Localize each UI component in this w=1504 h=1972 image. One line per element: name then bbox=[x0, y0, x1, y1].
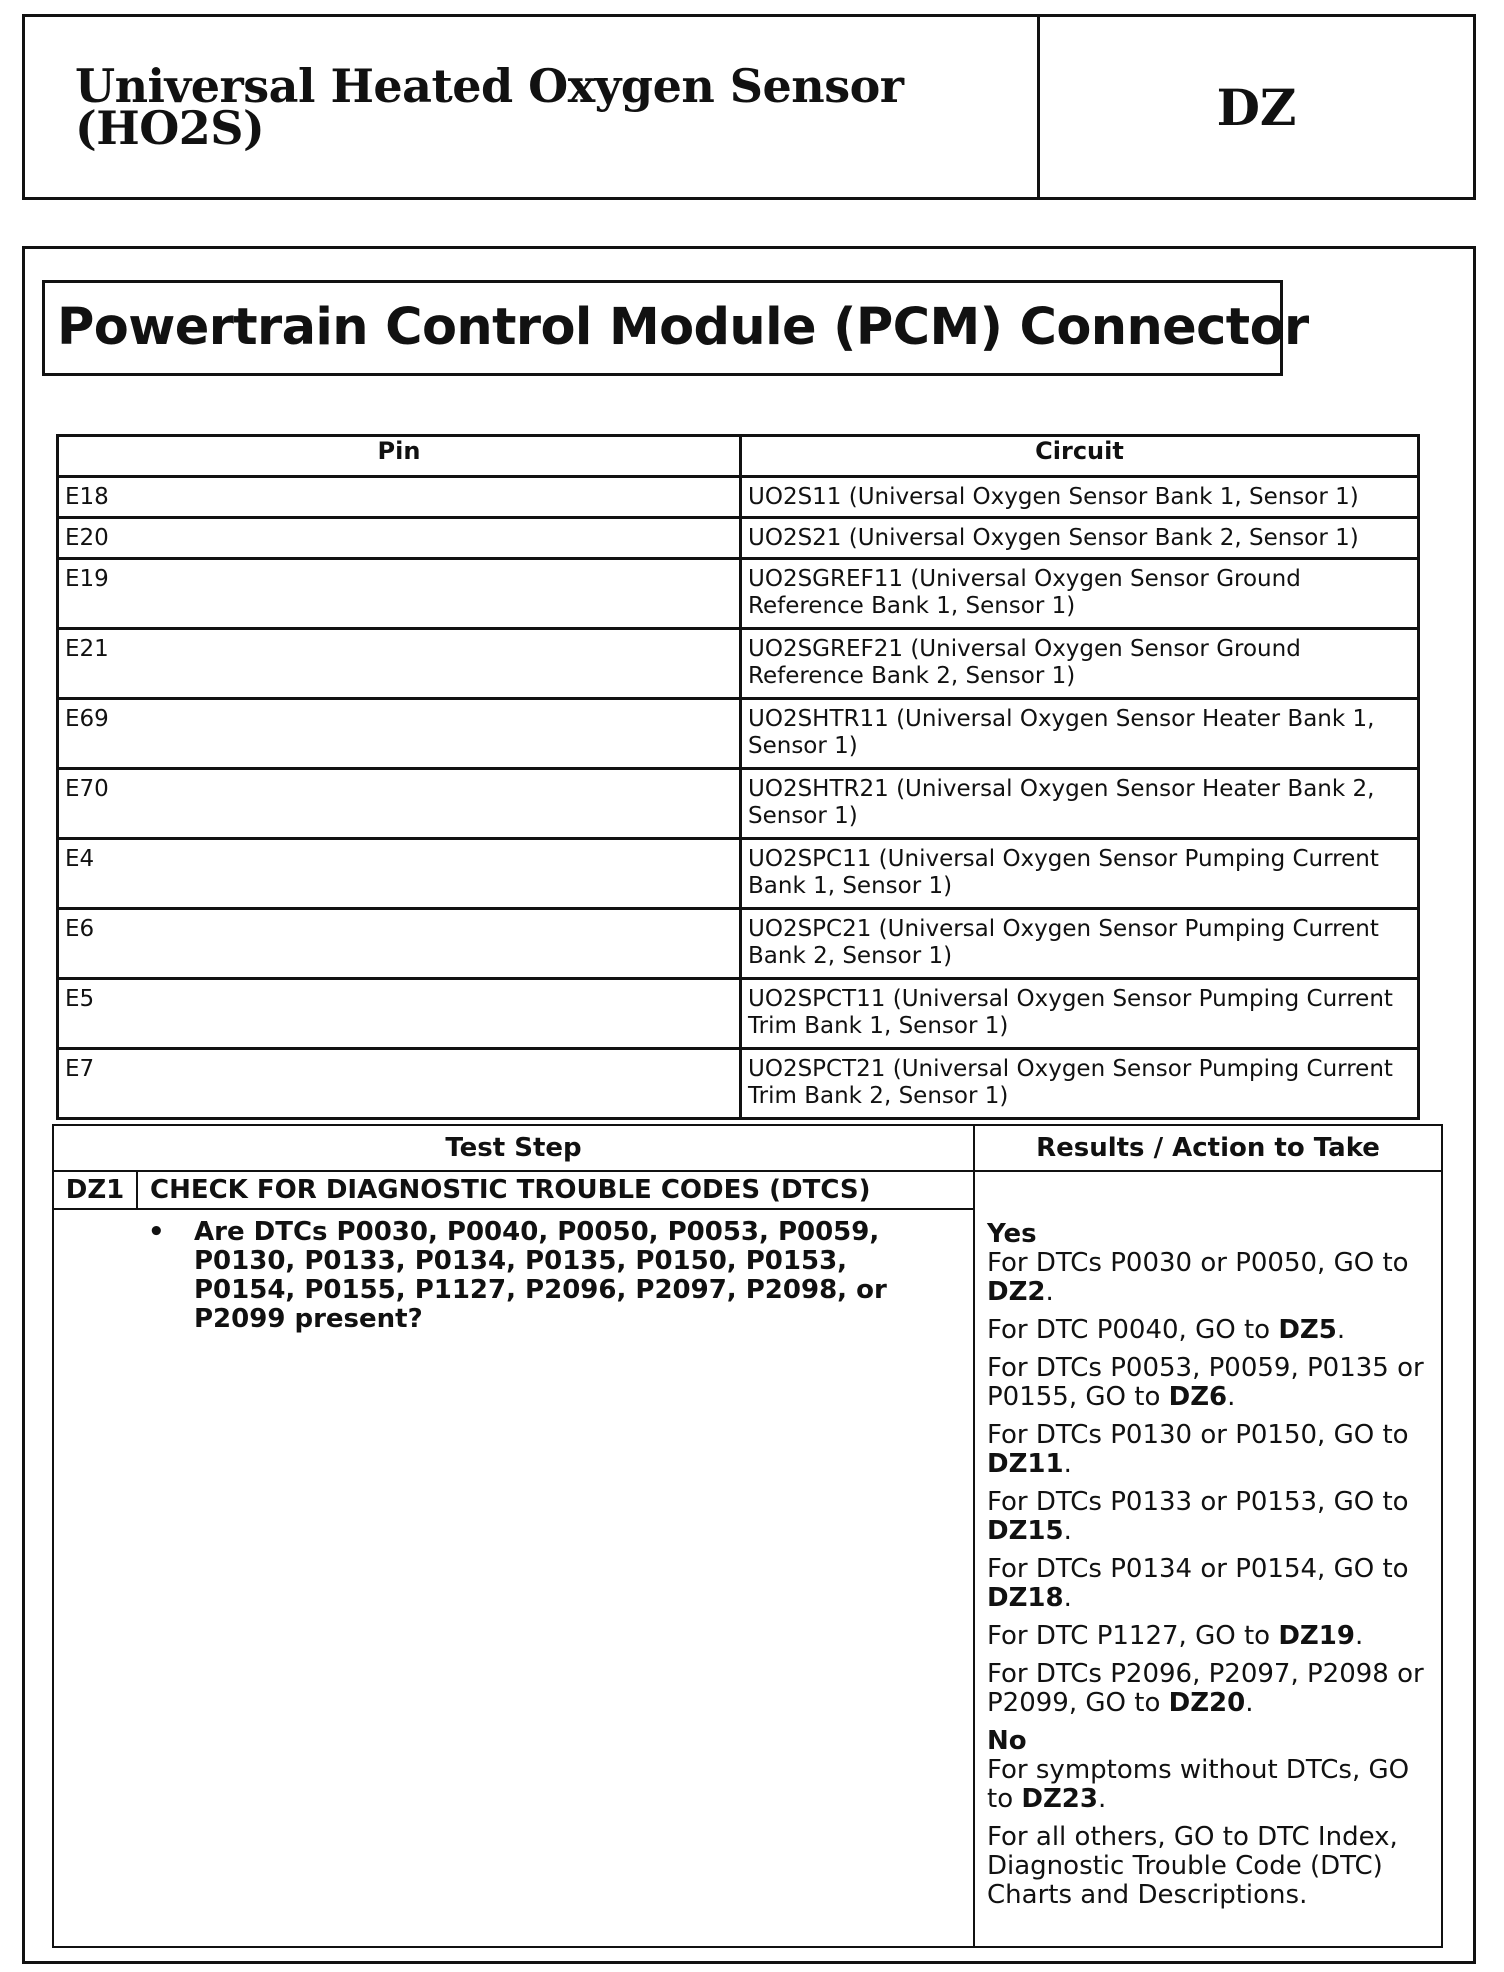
pin-cell: E7 bbox=[58, 1049, 741, 1119]
pin-cell: E20 bbox=[58, 518, 741, 559]
circuit-cell: UO2SHTR21 (Universal Oxygen Sensor Heater Bank 2, Sensor 1) bbox=[741, 769, 1419, 839]
yes-action: For DTCs P0053, P0059, P0135 or P0155, GO to DZ6. bbox=[987, 1353, 1424, 1412]
circuit-cell: UO2SPC11 (Universal Oxygen Sensor Pumping Current Bank 1, Sensor 1) bbox=[741, 839, 1419, 909]
step-id: DZ1 bbox=[53, 1171, 137, 1209]
yes-action: For DTC P1127, GO to DZ19. bbox=[987, 1621, 1364, 1651]
goto-link[interactable]: DZ20 bbox=[1168, 1688, 1246, 1718]
pin-cell: E4 bbox=[58, 839, 741, 909]
goto-link[interactable]: DZ5 bbox=[1278, 1315, 1337, 1345]
yes-action: For DTCs P0134 or P0154, GO to DZ18. bbox=[987, 1554, 1409, 1613]
circuit-cell: UO2SPCT21 (Universal Oxygen Sensor Pumping Current Trim Bank 2, Sensor 1) bbox=[741, 1049, 1419, 1119]
test-step-table bbox=[52, 1124, 1443, 1948]
goto-link[interactable]: DZ6 bbox=[1168, 1382, 1228, 1412]
circuit-cell: UO2SPC21 (Universal Oxygen Sensor Pumping Current Bank 2, Sensor 1) bbox=[741, 909, 1419, 979]
circuit-cell: UO2SPCT11 (Universal Oxygen Sensor Pumping Current Trim Bank 1, Sensor 1) bbox=[741, 979, 1419, 1049]
pin-cell: E5 bbox=[58, 979, 741, 1049]
table-row bbox=[58, 477, 1419, 518]
pin-column-header: Pin bbox=[58, 436, 741, 477]
goto-link[interactable]: DZ2 bbox=[987, 1277, 1046, 1307]
pin-cell: E19 bbox=[58, 559, 741, 629]
goto-link[interactable]: DZ15 bbox=[987, 1516, 1064, 1546]
header-title-line1: Universal Heated Oxygen Sensor bbox=[75, 59, 904, 113]
yes-action: For DTCs P0133 or P0153, GO to DZ15. bbox=[987, 1487, 1409, 1546]
goto-link[interactable]: DZ11 bbox=[987, 1449, 1064, 1479]
no-label: No bbox=[987, 1726, 1027, 1756]
pin-cell: E18 bbox=[58, 477, 741, 518]
goto-link[interactable]: DZ18 bbox=[987, 1583, 1064, 1613]
step-question bbox=[148, 1217, 933, 1334]
yes-action: For DTCs P0130 or P0150, GO to DZ11. bbox=[987, 1420, 1409, 1479]
table-row bbox=[58, 839, 1419, 909]
table-row bbox=[58, 979, 1419, 1049]
no-action: For symptoms without DTCs, GO to DZ23. bbox=[987, 1755, 1410, 1814]
results-cell bbox=[974, 1171, 1442, 1947]
circuit-cell: UO2SHTR11 (Universal Oxygen Sensor Heater Bank 1, Sensor 1) bbox=[741, 699, 1419, 769]
step-question-text: Are DTCs P0030, P0040, P0050, P0053, P0059, P0130, P0133, P0134, P0135, P0150, P0153, P0154, P0155, P1127, P2096, P2097, P2098, or P2099 present? bbox=[194, 1217, 887, 1334]
table-row bbox=[58, 699, 1419, 769]
circuit-column-header: Circuit bbox=[741, 436, 1419, 477]
header-code: DZ bbox=[1216, 77, 1297, 137]
table-row bbox=[58, 559, 1419, 629]
yes-action: For DTC P0040, GO to DZ5. bbox=[987, 1315, 1346, 1345]
goto-link[interactable]: DZ19 bbox=[1278, 1621, 1355, 1651]
table-row bbox=[58, 518, 1419, 559]
yes-label: Yes bbox=[987, 1219, 1037, 1249]
header-box bbox=[22, 14, 1476, 200]
pin-cell: E21 bbox=[58, 629, 741, 699]
table-row bbox=[58, 769, 1419, 839]
connector-section-title: Powertrain Control Module (PCM) Connector bbox=[42, 280, 1283, 376]
table-row bbox=[58, 909, 1419, 979]
circuit-cell: UO2SGREF21 (Universal Oxygen Sensor Ground Reference Bank 2, Sensor 1) bbox=[741, 629, 1419, 699]
step-title: CHECK FOR DIAGNOSTIC TROUBLE CODES (DTCS) bbox=[137, 1171, 974, 1209]
header-title bbox=[25, 17, 1040, 197]
circuit-cell: UO2S21 (Universal Oxygen Sensor Bank 2, Sensor 1) bbox=[741, 518, 1419, 559]
step-body bbox=[53, 1209, 974, 1947]
test-step-column-header: Test Step bbox=[53, 1125, 974, 1171]
pin-circuit-table bbox=[56, 434, 1420, 1120]
circuit-cell: UO2S11 (Universal Oxygen Sensor Bank 1, Sensor 1) bbox=[741, 477, 1419, 518]
pin-cell: E70 bbox=[58, 769, 741, 839]
pin-cell: E6 bbox=[58, 909, 741, 979]
step-title-row bbox=[53, 1171, 1442, 1209]
yes-action: For DTCs P2096, P2097, P2098 or P2099, GO to DZ20. bbox=[987, 1659, 1424, 1718]
bullet-icon: • bbox=[148, 1217, 165, 1247]
test-table-header-row bbox=[53, 1125, 1442, 1171]
yes-action: For DTCs P0030 or P0050, GO to DZ2. bbox=[987, 1248, 1409, 1307]
other-action: For all others, GO to DTC Index, Diagnostic Trouble Code (DTC) Charts and Descriptions. bbox=[987, 1822, 1398, 1910]
table-row bbox=[58, 1049, 1419, 1119]
goto-link[interactable]: DZ23 bbox=[1021, 1784, 1098, 1814]
results-column-header: Results / Action to Take bbox=[974, 1125, 1442, 1171]
pin-cell: E69 bbox=[58, 699, 741, 769]
circuit-cell: UO2SGREF11 (Universal Oxygen Sensor Ground Reference Bank 1, Sensor 1) bbox=[741, 559, 1419, 629]
header-title-line2: (HO2S) bbox=[75, 101, 265, 155]
pin-table-header-row bbox=[58, 436, 1419, 477]
table-row bbox=[58, 629, 1419, 699]
